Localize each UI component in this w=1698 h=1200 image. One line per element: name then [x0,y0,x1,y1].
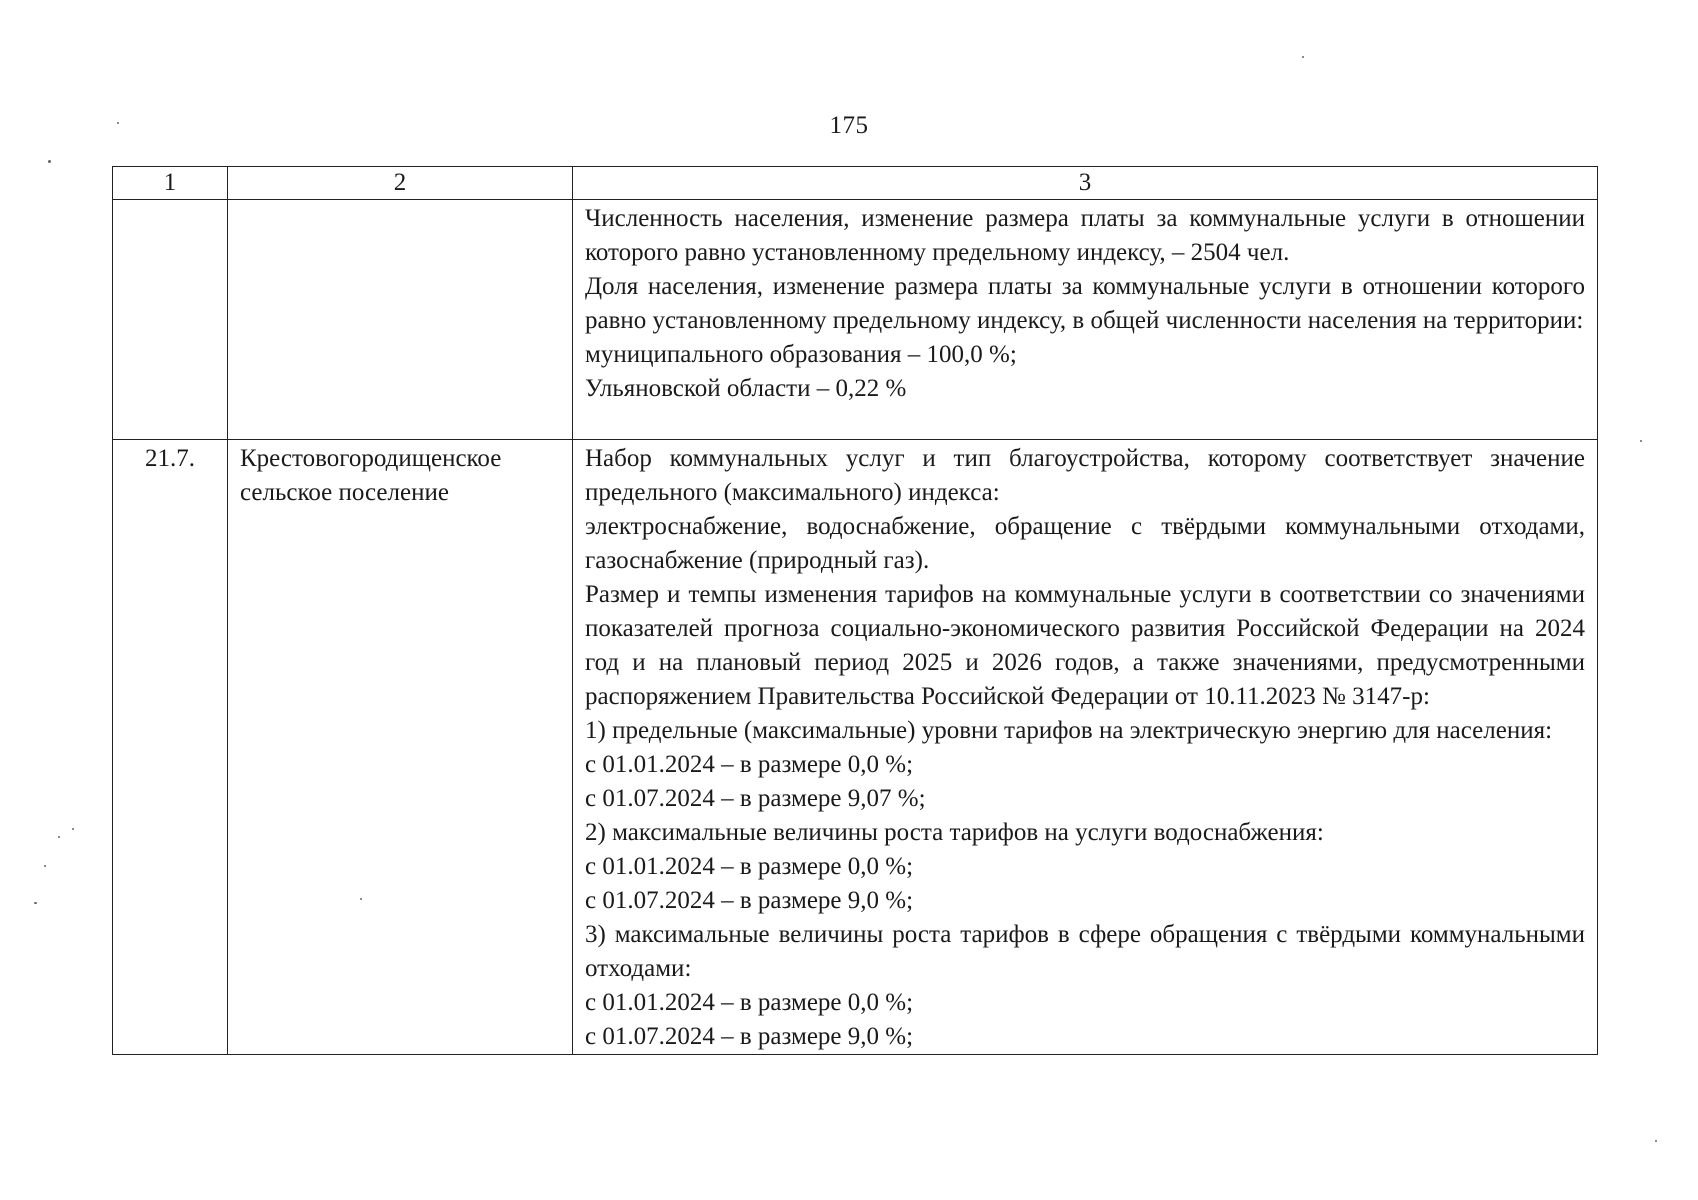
scan-speck [360,898,362,900]
scan-speck [1302,56,1304,58]
paragraph: 1) предельные (максимальные) уровни тарифов на электрическую энергию для населения: [585,717,1553,744]
scan-speck [58,836,60,838]
row-number-cell: 21.7. [113,440,228,1055]
paragraph: Набор коммунальных услуг и тип благоустройства, которому соответствует значение предельного (максимального) индекса: [585,445,1585,506]
column-header-3: 3 [573,167,1598,200]
paragraph: 3) максимальные величины роста тарифов в сфере обращения с твёрдыми коммунальными отходами: [585,921,1585,982]
scan-speck [34,902,37,904]
scan-speck [72,828,74,830]
scan-speck [117,122,119,124]
paragraph: с 01.07.2024 – в размере 9,0 %; [585,887,914,914]
paragraph: с 01.07.2024 – в размере 9,0 %; [585,1023,914,1050]
paragraph: муниципального образования – 100,0 %; [585,341,1017,368]
row-number-cell [113,200,228,440]
description-cell [573,200,1598,440]
paragraph: с 01.01.2024 – в размере 0,0 %; [585,989,914,1016]
paragraph: с 01.01.2024 – в размере 0,0 %; [585,751,914,778]
column-header-2: 2 [228,167,573,200]
page-number: 175 [829,112,869,139]
paragraph: с 01.07.2024 – в размере 9,07 %; [585,785,926,812]
scan-speck [1640,440,1642,442]
paragraph: 2) максимальные величины роста тарифов на услуги водоснабжения: [585,819,1324,846]
paragraph: Доля населения, изменение размера платы за коммунальные услуги в отношении которого равно установленному предельному индексу, в общей численности населения на территории: [585,273,1585,334]
paragraph: Размер и темпы изменения тарифов на коммунальные услуги в соответствии со значениями показателей прогноза социально-экономического развития Российской Федерации на 2024 год и на плановый период 2025 и 2026 годов, а также значениями, предусмотренными распоряжением Правительства Российской Федерации от 10.11.2023 № 3147-р: [585,581,1585,710]
column-header-1: 1 [113,167,228,200]
table-row [113,440,1598,1055]
settlement-name-cell: Крестовогородищенское сельское поселение [228,440,573,1055]
tariff-table [112,166,1598,1055]
scan-speck [1655,1140,1657,1142]
table-row [113,200,1598,440]
paragraph: с 01.01.2024 – в размере 0,0 %; [585,853,914,880]
paragraph: электроснабжение, водоснабжение, обращение с твёрдыми коммунальными отходами, газоснабжение (природный газ). [585,513,1585,574]
settlement-name-cell [228,200,573,440]
paragraph: Ульяновской области – 0,22 % [585,375,907,402]
table-header-row [113,167,1598,200]
paragraph: Численность населения, изменение размера платы за коммунальные услуги в отношении которого равно установленному предельному индексу, – 2504 чел. [585,205,1585,266]
scan-speck [44,865,46,867]
scan-speck [48,160,51,163]
description-cell [573,440,1598,1055]
